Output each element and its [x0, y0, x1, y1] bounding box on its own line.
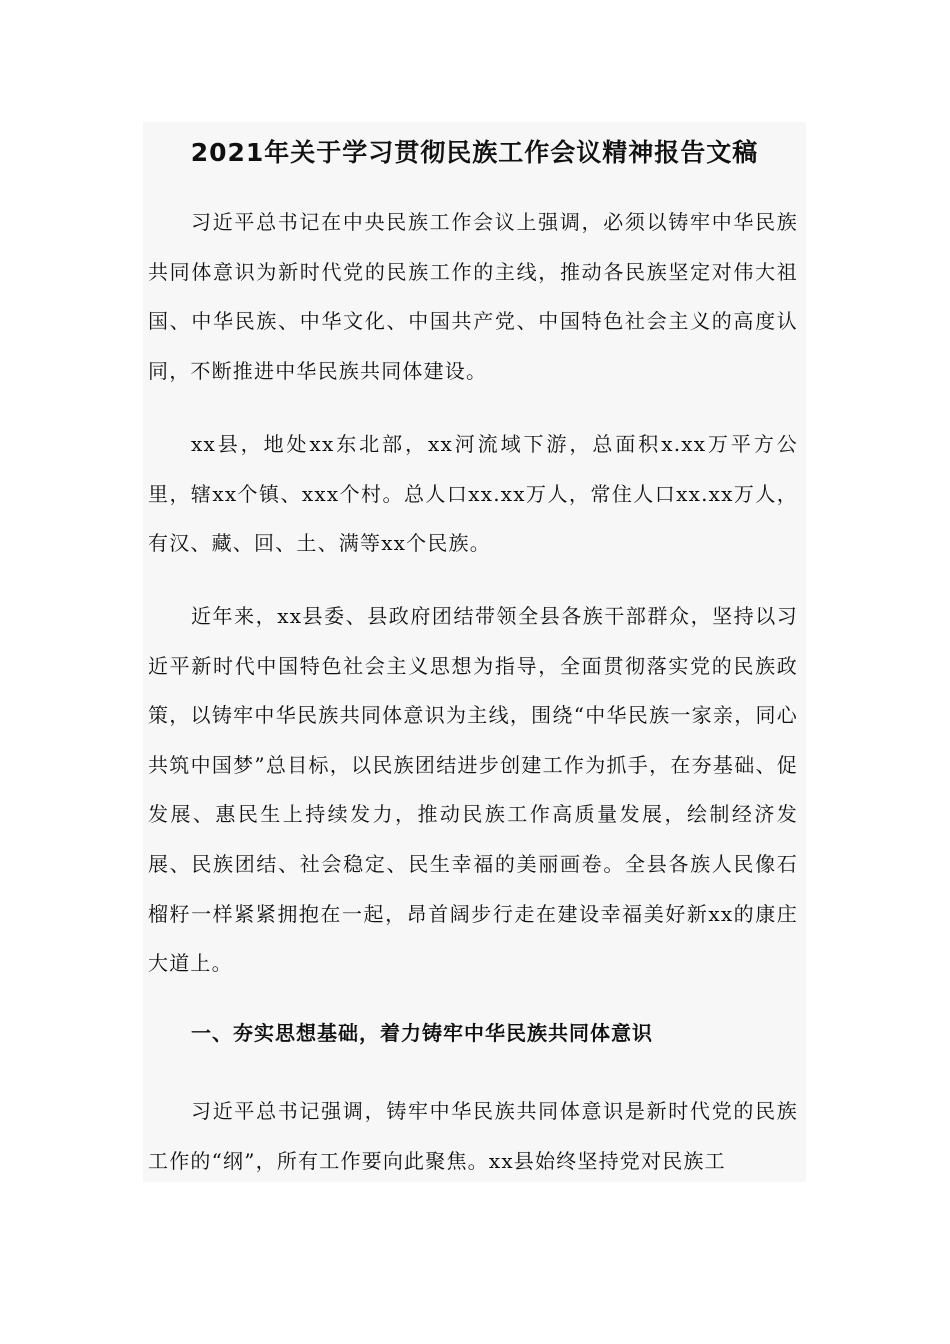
document-page	[143, 122, 806, 1182]
paragraph-section-one: 习近平总书记强调，铸牢中华民族共同体意识是新时代党的民族工作的“纲”，所有工作要向此聚焦。xx县始终坚持党对民族工	[148, 1099, 798, 1173]
paragraph-intro: 习近平总书记在中央民族工作会议上强调，必须以铸牢中华民族共同体意识为新时代党的民族工作的主线，推动各民族坚定对伟大祖国、中华民族、中华文化、中国共产党、中国特色社会主义的高度认同，不断推进中华民族共同体建设。	[148, 210, 798, 383]
section-heading: 一、夯实思想基础，着力铸牢中华民族共同体意识	[191, 1021, 653, 1045]
paragraph-recent-work: 近年来，xx县委、县政府团结带领全县各族干部群众，坚持以习近平新时代中国特色社会主义思想为指导，全面贯彻落实党的民族政策，以铸牢中华民族共同体意识为主线，围绕“中华民族一家亲，同心共筑中国梦”总目标，以民族团结进步创建工作为抓手，在夯基础、促发展、惠民生上持续发力，推动民族工作高质量发展，绘制经济发展、民族团结、社会稳定、民生幸福的美丽画卷。全县各族人民像石榴籽一样紧紧拥抱在一起，昂首阔步行走在建设幸福美好新xx的康庄大道上。	[148, 604, 798, 976]
document-title: 2021年关于学习贯彻民族工作会议精神报告文稿	[190, 138, 759, 167]
paragraph-county-overview: xx县，地处xx东北部，xx河流域下游，总面积x.xx万平方公里，辖xx个镇、xxx个村。总人口xx.xx万人，常住人口xx.xx万人，有汉、藏、回、土、满等xx个民族。	[148, 432, 798, 556]
